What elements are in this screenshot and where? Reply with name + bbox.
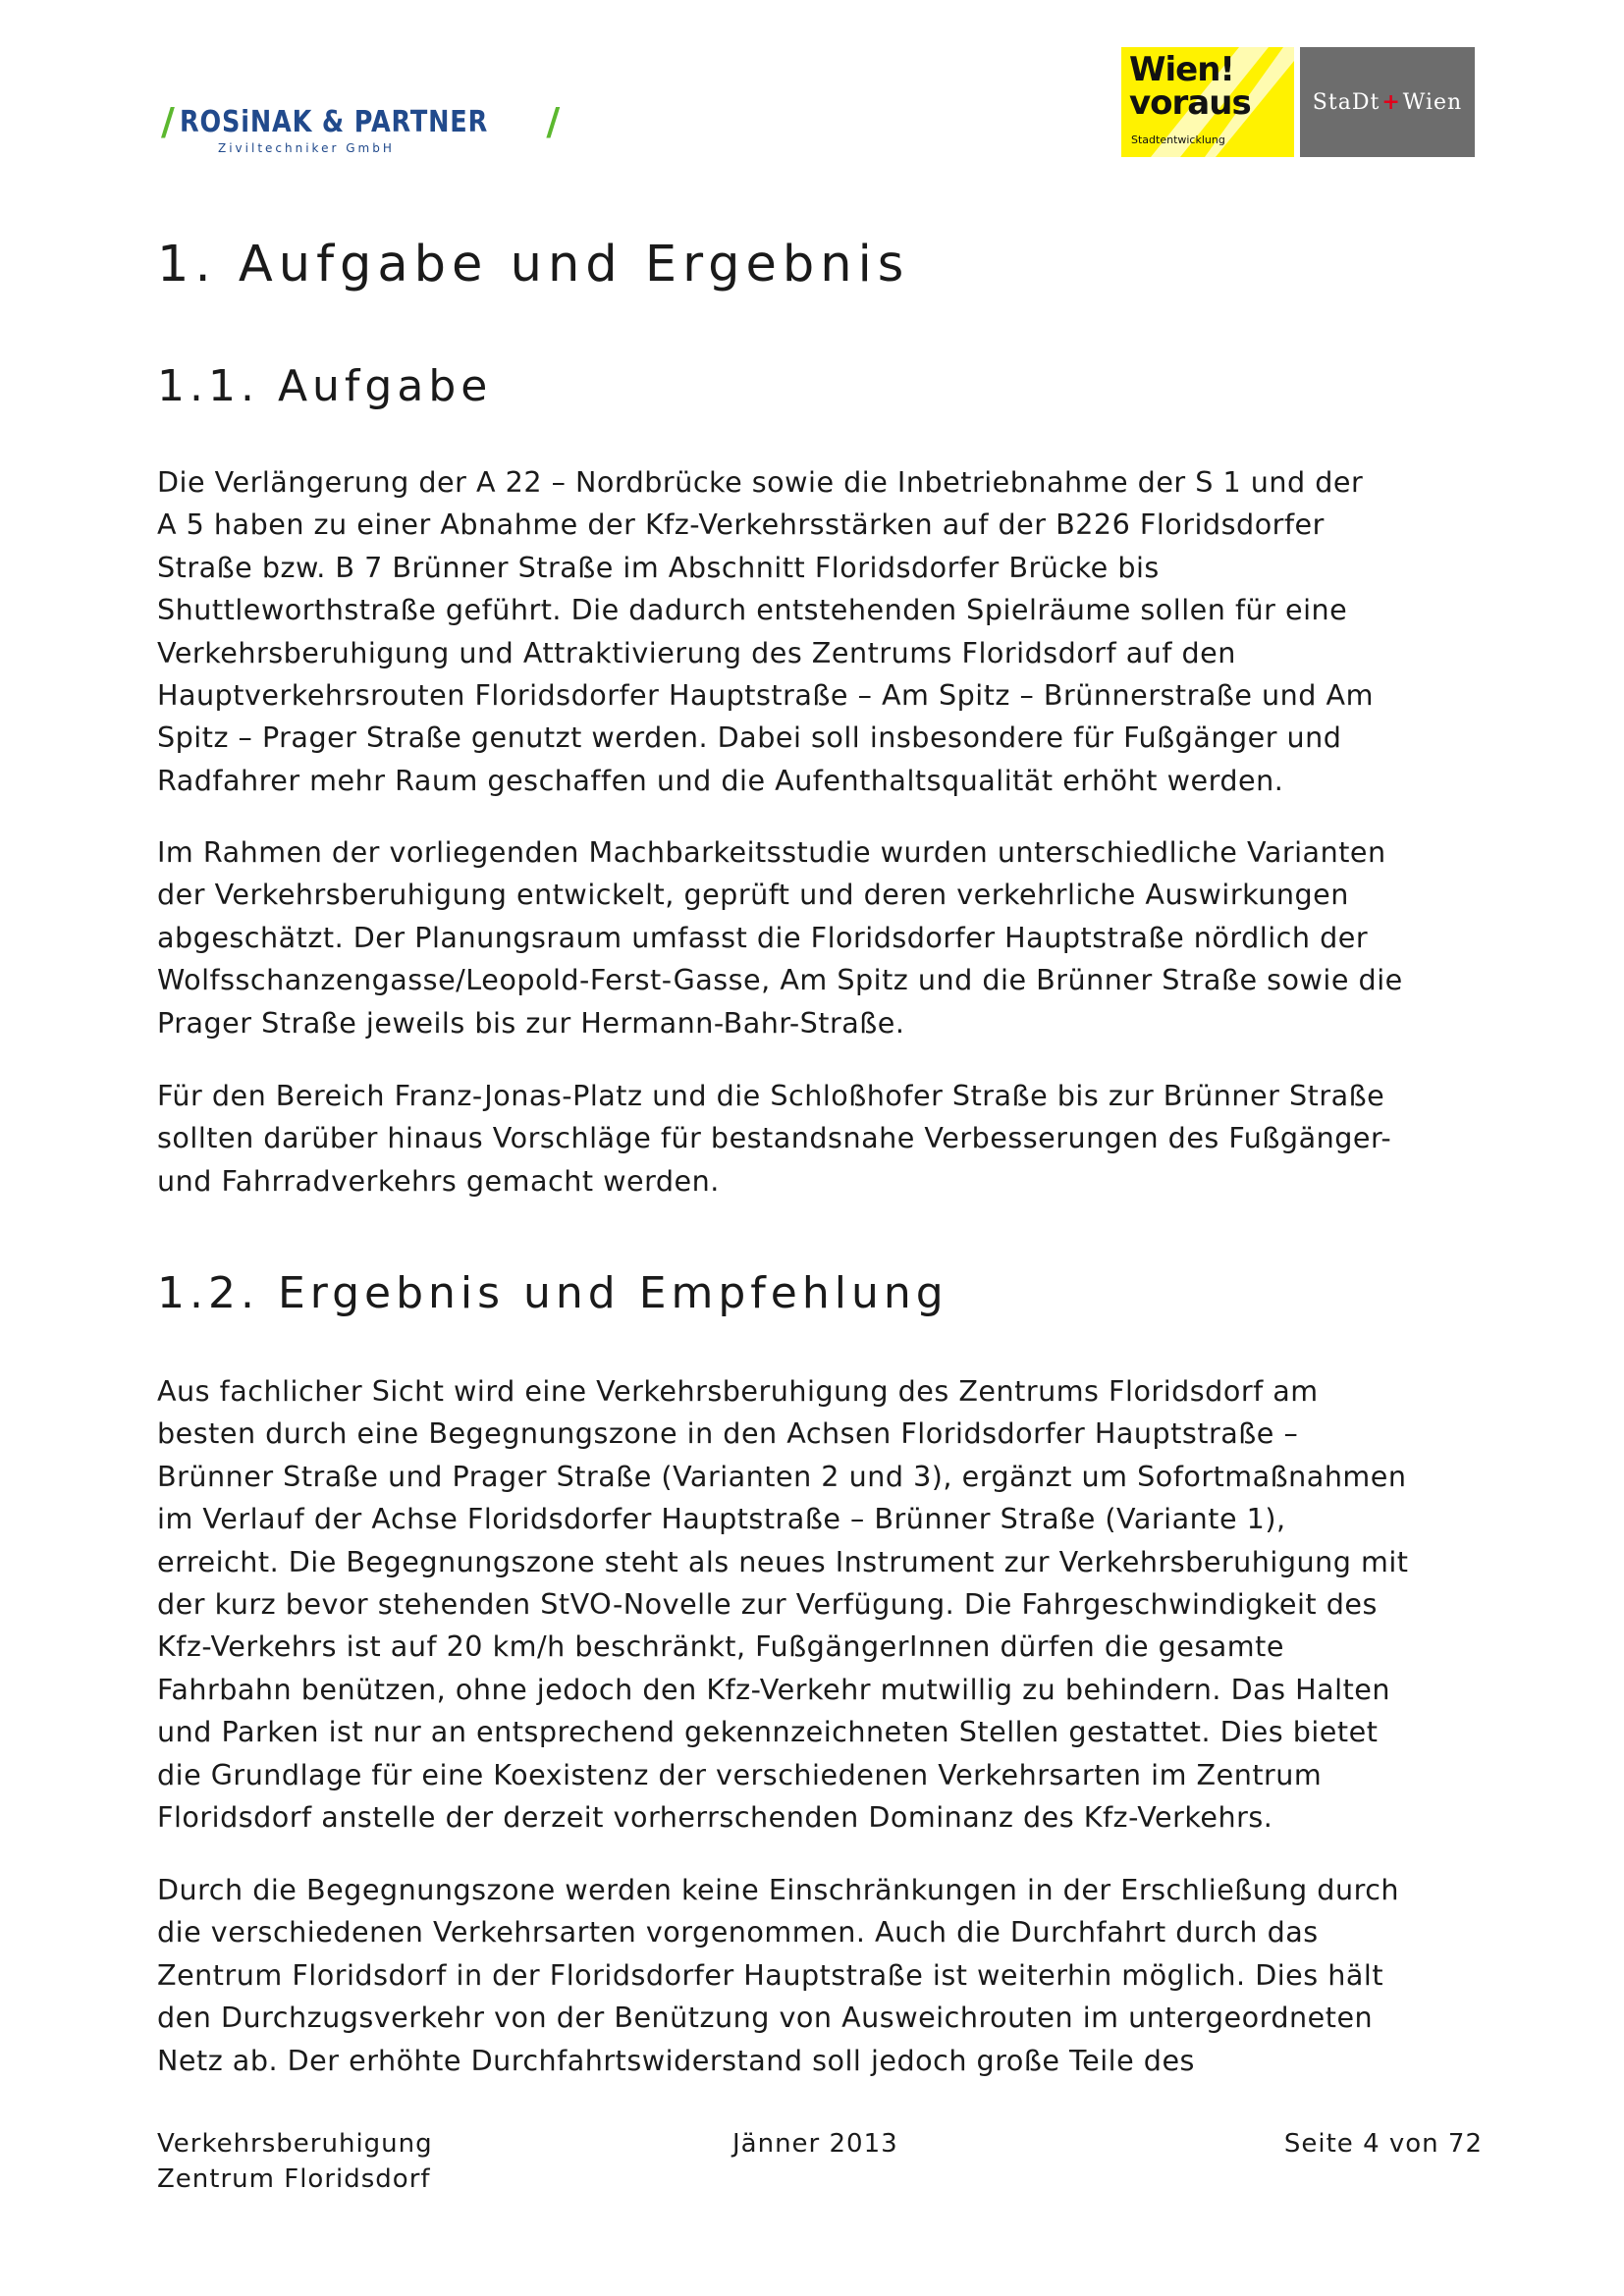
paragraph-aufgabe-3: Für den Bereich Franz-Jonas-Platz und die Schloßhofer Straße bis zur Brünner Straße sollten darüber hinaus Vorschläge für bestandsnahe Verbesserungen des Fußgänger- und Fahrradverkehrs gemacht werden. bbox=[157, 1079, 1392, 1198]
logo-slash-left: / bbox=[161, 100, 176, 143]
section-heading-ergebnis: 1.2. Ergebnis und Empfehlung bbox=[157, 1268, 948, 1318]
rosinak-partner-logo bbox=[157, 100, 562, 161]
paragraph-aufgabe-1: Die Verlängerung der A 22 – Nordbrücke sowie die Inbetriebnahme der S 1 und der A 5 haben zu einer Abnahme der Kfz-Verkehrsstärken auf der B226 Floridsdorfer Straße bzw. B 7 Brünner Straße im Abschnitt Floridsdorfer Brücke bis Shuttleworthstraße geführt. Die dadurch entstehenden Spielräume sollen für eine Verkehrsberuhigung und Attraktivierung des Zentrums Floridsdorf auf den Hauptverkehrsrouten Floridsdorfer Hauptstraße – Am Spitz – Brünnerstraße und Am Spitz – Prager Straße genutzt werden. Dabei soll insbesondere für Fußgänger und Radfahrer mehr Raum geschaffen und die Aufenthaltsqualität erhöht werden. bbox=[157, 465, 1374, 797]
paragraph-ergebnis-1: Aus fachlicher Sicht wird eine Verkehrsberuhigung des Zentrums Floridsdorf am besten durch eine Begegnungszone in den Achsen Floridsdorfer Hauptstraße – Brünner Straße und Prager Straße (Varianten 2 und 3), ergänzt um Sofortmaßnahmen im Verlauf der Achse Floridsdorfer Hauptstraße – Brünner Straße (Variante 1), erreicht. Die Begegnungszone steht als neues Instrument zur Verkehrsberuhigung mit der kurz bevor stehenden StVO-Novelle zur Verfügung. Die Fahrgeschwindigkeit des Kfz-Verkehrs ist auf 20 km/h beschränkt, FußgängerInnen dürfen die gesamte Fahrbahn benützen, ohne jedoch den Kfz-Verkehr mutwillig zu behindern. Das Halten und Parken ist nur an entsprechend gekennzeichneten Stellen gestattet. Dies bietet die Grundlage für eine Koexistenz der verschiedenen Verkehrsarten im Zentrum Floridsdorf anstelle der derzeit vorherrschenden Dominanz des Kfz-Verkehrs. bbox=[157, 1374, 1409, 1835]
footer-document-title: Verkehrsberuhigung Zentrum Floridsdorf bbox=[157, 2129, 433, 2194]
chapter-title: 1. Aufgabe und Ergebnis bbox=[157, 236, 910, 294]
rosinak-logo-wordmark bbox=[157, 100, 565, 143]
stadt-wien-right: Wien bbox=[1402, 89, 1463, 115]
wien-voraus-title: Wien! voraus bbox=[1129, 50, 1251, 123]
wien-voraus-logo bbox=[1121, 47, 1294, 157]
footer-date: Jänner 2013 bbox=[732, 2129, 898, 2159]
paragraph-aufgabe-2: Im Rahmen der vorliegenden Machbarkeitsstudie wurden unterschiedliche Varianten der Verkehrsberuhigung entwickelt, geprüft und deren verkehrliche Auswirkungen abgeschätzt. Der Planungsraum umfasst die Floridsdorfer Hauptstraße nördlich der Wolfsschanzengasse/Leopold-Ferst-Gasse, Am Spitz und die Brünner Straße sowie die Prager Straße jeweils bis zur Hermann-Bahr-Straße. bbox=[157, 835, 1403, 1040]
rosinak-logo-name: ROSiNAK & PARTNER bbox=[179, 104, 488, 139]
rosinak-logo-subtitle: Ziviltechniker GmbH bbox=[218, 141, 395, 155]
page-footer bbox=[157, 2126, 1483, 2205]
paragraph-ergebnis-2: Durch die Begegnungszone werden keine Einschränkungen in der Erschließung durch die verschiedenen Verkehrsarten vorgenommen. Auch die Durchfahrt durch das Zentrum Floridsdorf in der Floridsdorfer Hauptstraße ist weiterhin möglich. Dies hält den Durchzugsverkehr von der Benützung von Ausweichrouten im untergeordneten Netz ab. Der erhöhte Durchfahrtswiderstand soll jedoch große Teile des bbox=[157, 1873, 1400, 2077]
section-heading-aufgabe: 1.1. Aufgabe bbox=[157, 361, 493, 411]
stadt-wien-cross-icon: + bbox=[1381, 89, 1401, 115]
wien-logos bbox=[1121, 47, 1475, 157]
footer-page-number: Seite 4 von 72 bbox=[1283, 2129, 1483, 2159]
logo-slash-right: / bbox=[546, 100, 562, 143]
stadt-wien-left: StaDt bbox=[1312, 89, 1380, 115]
wien-voraus-subtitle: Stadtentwicklung bbox=[1131, 133, 1225, 146]
stadt-wien-logo bbox=[1300, 47, 1475, 157]
